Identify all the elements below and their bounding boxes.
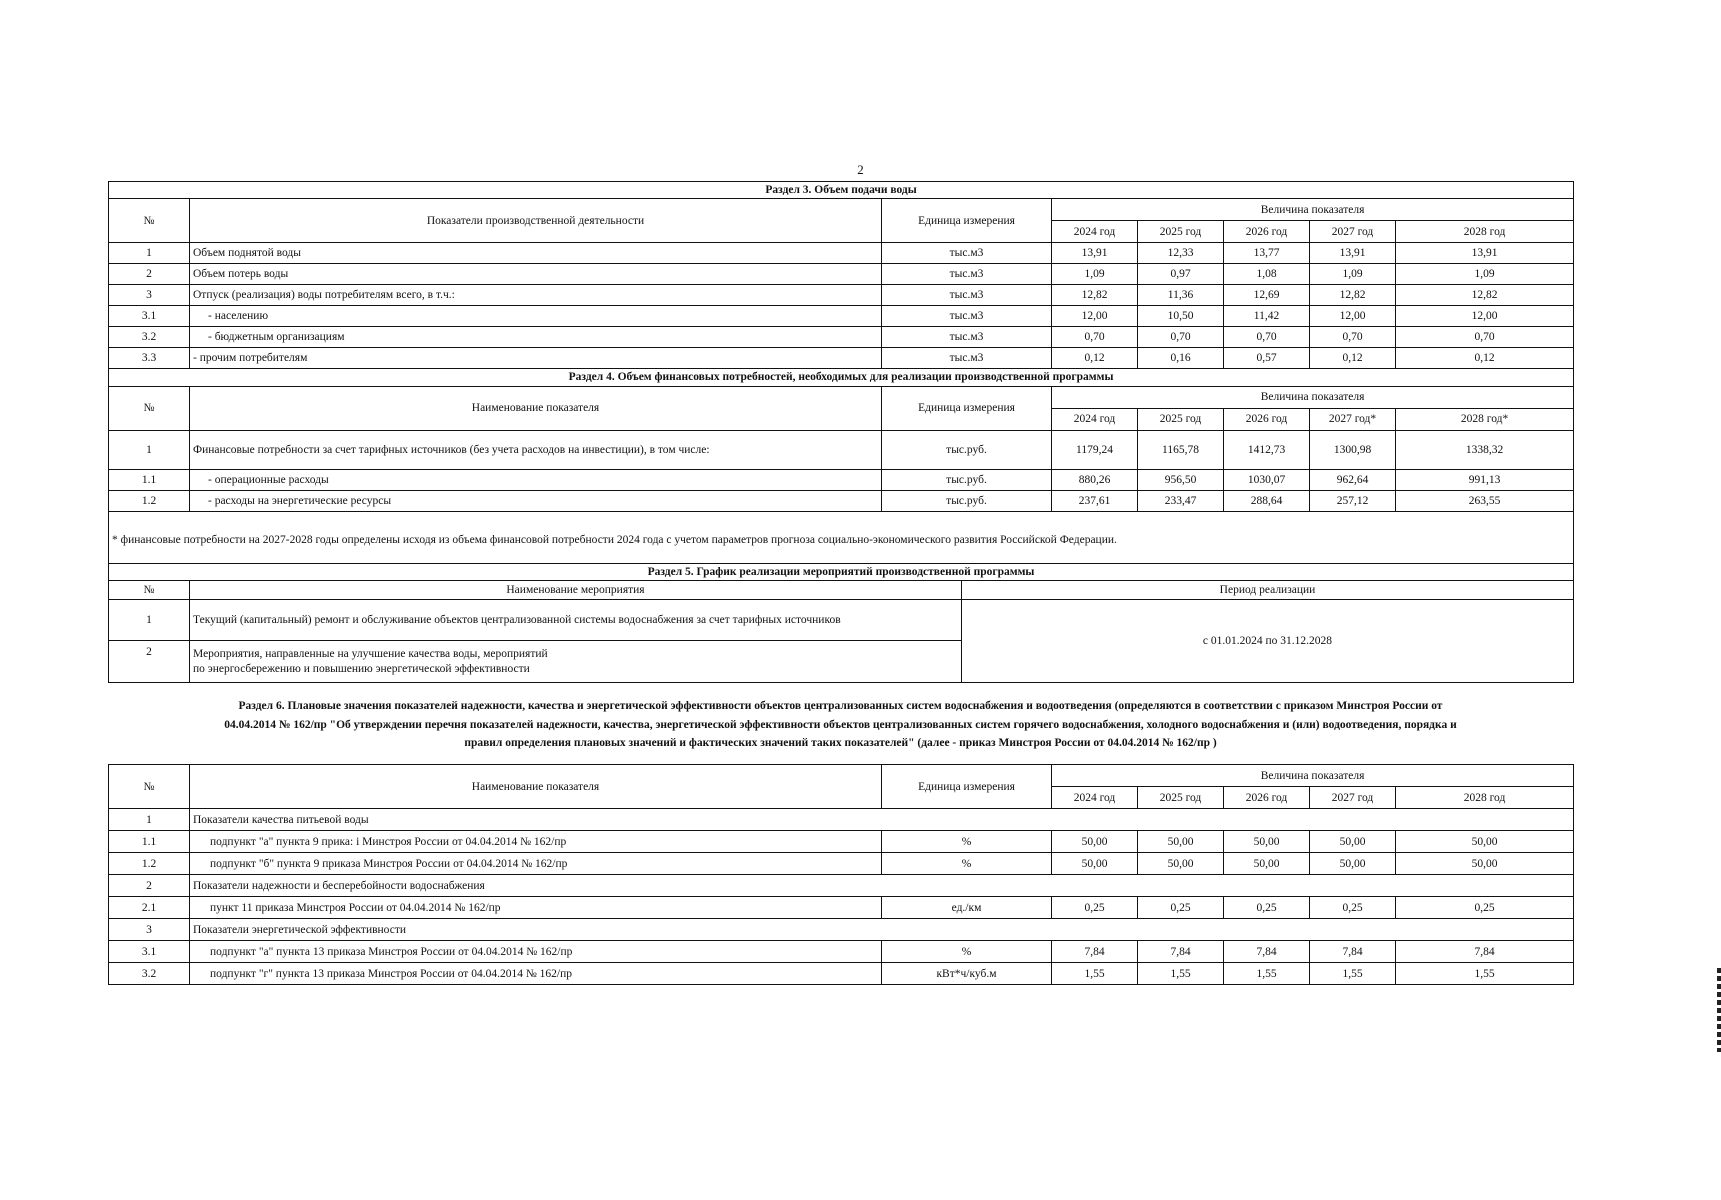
- row-name: [190, 641, 962, 683]
- value-cell: 0,70: [1310, 327, 1396, 348]
- value-cell: 1,55: [1396, 963, 1574, 985]
- col-header-unit: Единица измерения: [882, 199, 1052, 243]
- table-row: [109, 600, 1574, 641]
- value-cell: 7,84: [1310, 941, 1396, 963]
- row-no: 2.1: [109, 897, 190, 919]
- year-header: 2026 год: [1224, 787, 1310, 809]
- value-cell: 1412,73: [1224, 430, 1310, 469]
- row-unit: кВт*ч/куб.м: [882, 963, 1052, 985]
- section3-table: [108, 181, 1574, 563]
- value-cell: 1,08: [1224, 264, 1310, 285]
- row-no: 3: [109, 919, 190, 941]
- row-name: подпункт "б" пункта 9 приказа Минстроя России от 04.04.2014 № 162/пр: [190, 853, 882, 875]
- section6-intro-line: 04.04.2014 № 162/пр "Об утверждении перечня показателей надежности, качества, энергетической эффективности объектов централизованных систем горячего водоснабжения, холодного водоснабжения и (или) водоотведения, порядка и: [224, 718, 1457, 731]
- col-header-name: Наименование показателя: [190, 765, 882, 809]
- row-unit: тыс.м3: [882, 243, 1052, 264]
- value-cell: 12,33: [1138, 243, 1224, 264]
- row-no: 1.2: [109, 490, 190, 511]
- row-unit: тыс.руб.: [882, 430, 1052, 469]
- value-cell: 12,69: [1224, 285, 1310, 306]
- row-unit: %: [882, 853, 1052, 875]
- value-cell: 11,36: [1138, 285, 1224, 306]
- section4-title: Раздел 4. Объем финансовых потребностей, необходимых для реализации производственной программы: [109, 369, 1574, 386]
- table-row: [109, 264, 1574, 285]
- table-row: [109, 831, 1574, 853]
- year-header: 2027 год: [1310, 221, 1396, 243]
- col-header-no: №: [109, 765, 190, 809]
- value-cell: 13,91: [1052, 243, 1138, 264]
- section6-intro-line: правил определения плановых значений и фактических значений таких показателей" (далее - приказ Минстроя России от 04.04.2014 № 162/пр ): [464, 736, 1217, 749]
- section3-title: Раздел 3. Объем подачи воды: [109, 182, 1574, 199]
- value-cell: 0,70: [1224, 327, 1310, 348]
- value-cell: 7,84: [1138, 941, 1224, 963]
- group-name: Показатели надежности и бесперебойности водоснабжения: [190, 875, 1574, 897]
- value-cell: 0,57: [1224, 348, 1310, 369]
- row-no: 1: [109, 430, 190, 469]
- value-cell: 1338,32: [1396, 430, 1574, 469]
- value-cell: 991,13: [1396, 469, 1574, 490]
- value-cell: 0,25: [1138, 897, 1224, 919]
- row-name-line: Мероприятия, направленные на улучшение качества воды, мероприятий: [193, 648, 548, 661]
- row-unit: тыс.м3: [882, 348, 1052, 369]
- value-cell: 962,64: [1310, 469, 1396, 490]
- value-cell: 0,25: [1224, 897, 1310, 919]
- row-name: - бюджетным организациям: [190, 327, 882, 348]
- row-unit: тыс.м3: [882, 306, 1052, 327]
- value-cell: 1179,24: [1052, 430, 1138, 469]
- value-cell: 1300,98: [1310, 430, 1396, 469]
- value-cell: 237,61: [1052, 490, 1138, 511]
- row-no: 1.1: [109, 469, 190, 490]
- row-no: 3.2: [109, 963, 190, 985]
- table-row: [109, 243, 1574, 264]
- value-cell: 50,00: [1138, 831, 1224, 853]
- value-cell: 1,55: [1138, 963, 1224, 985]
- row-name: подпункт "г" пункта 13 приказа Минстроя России от 04.04.2014 № 162/пр: [190, 963, 882, 985]
- value-cell: 0,12: [1396, 348, 1574, 369]
- value-cell: 0,70: [1052, 327, 1138, 348]
- year-header: 2027 год: [1310, 787, 1396, 809]
- group-name: Показатели качества питьевой воды: [190, 809, 1574, 831]
- value-cell: 263,55: [1396, 490, 1574, 511]
- row-name: Объем потерь воды: [190, 264, 882, 285]
- value-cell: 50,00: [1396, 831, 1574, 853]
- value-cell: 50,00: [1310, 853, 1396, 875]
- row-no: 2: [109, 264, 190, 285]
- value-cell: 0,70: [1396, 327, 1574, 348]
- row-unit: ед./км: [882, 897, 1052, 919]
- value-cell: 0,12: [1310, 348, 1396, 369]
- row-no: 3: [109, 285, 190, 306]
- value-cell: 50,00: [1052, 853, 1138, 875]
- row-unit: тыс.м3: [882, 285, 1052, 306]
- value-cell: 880,26: [1052, 469, 1138, 490]
- value-cell: 0,25: [1310, 897, 1396, 919]
- col-header-name: Показатели производственной деятельности: [190, 199, 882, 243]
- year-header: 2028 год*: [1396, 408, 1574, 430]
- value-cell: 1165,78: [1138, 430, 1224, 469]
- value-cell: 1,09: [1396, 264, 1574, 285]
- row-no: 2: [109, 875, 190, 897]
- scan-edge-mark: [1717, 968, 1721, 1052]
- col-header-unit: Единица измерения: [882, 386, 1052, 430]
- value-cell: 257,12: [1310, 490, 1396, 511]
- value-cell: 50,00: [1224, 831, 1310, 853]
- value-cell: 1,55: [1310, 963, 1396, 985]
- row-no: 1.2: [109, 853, 190, 875]
- row-no: 1: [109, 243, 190, 264]
- value-cell: 10,50: [1138, 306, 1224, 327]
- col-header-value: Величина показателя: [1052, 765, 1574, 787]
- row-name: подпункт "а" пункта 13 приказа Минстроя России от 04.04.2014 № 162/пр: [190, 941, 882, 963]
- year-header: 2024 год: [1052, 221, 1138, 243]
- table-group-row: [109, 809, 1574, 831]
- table-group-row: [109, 875, 1574, 897]
- year-header: 2025 год: [1138, 408, 1224, 430]
- value-cell: 1,55: [1052, 963, 1138, 985]
- footnote: * финансовые потребности на 2027-2028 годы определены исходя из объема финансовой потребности 2024 года с учетом параметров прогноза социально-экономического развития Российской Федерации.: [109, 511, 1574, 563]
- value-cell: 50,00: [1396, 853, 1574, 875]
- value-cell: 0,16: [1138, 348, 1224, 369]
- value-cell: 1030,07: [1224, 469, 1310, 490]
- col-header-period: Период реализации: [962, 581, 1574, 600]
- row-name: - расходы на энергетические ресурсы: [190, 490, 882, 511]
- table-row: [109, 963, 1574, 985]
- table-row: [109, 897, 1574, 919]
- col-header-no: №: [109, 581, 190, 600]
- col-header-name: Наименование показателя: [190, 386, 882, 430]
- value-cell: 50,00: [1052, 831, 1138, 853]
- year-header: 2025 год: [1138, 787, 1224, 809]
- value-cell: 0,25: [1396, 897, 1574, 919]
- row-no: 1: [109, 809, 190, 831]
- value-cell: 12,00: [1310, 306, 1396, 327]
- value-cell: 13,77: [1224, 243, 1310, 264]
- row-name: - прочим потребителям: [190, 348, 882, 369]
- row-name: Финансовые потребности за счет тарифных источников (без учета расходов на инвестиции), в том числе:: [190, 430, 882, 469]
- value-cell: 50,00: [1224, 853, 1310, 875]
- row-no: 1: [109, 600, 190, 641]
- value-cell: 12,82: [1052, 285, 1138, 306]
- value-cell: 1,09: [1310, 264, 1396, 285]
- year-header: 2028 год: [1396, 787, 1574, 809]
- year-header: 2025 год: [1138, 221, 1224, 243]
- row-no: 3.2: [109, 327, 190, 348]
- year-header: 2026 год: [1224, 408, 1310, 430]
- year-header: 2026 год: [1224, 221, 1310, 243]
- value-cell: 0,70: [1138, 327, 1224, 348]
- row-name: Отпуск (реализация) воды потребителям всего, в т.ч.:: [190, 285, 882, 306]
- table-row: [109, 941, 1574, 963]
- row-no: 3.3: [109, 348, 190, 369]
- section6-intro-line: Раздел 6. Плановые значения показателей надежности, качества и энергетической эффективности объектов централизованных систем водоснабжения и водоотведения (определяются в соответствии с приказом Минстроя России от: [238, 700, 1443, 713]
- value-cell: 13,91: [1310, 243, 1396, 264]
- col-header-no: №: [109, 199, 190, 243]
- year-header: 2024 год: [1052, 408, 1138, 430]
- row-name-line: по энергосбережению и повышению энергетической эффективности: [193, 662, 530, 675]
- col-header-value: Величина показателя: [1052, 386, 1574, 408]
- section5-table: [108, 563, 1574, 683]
- table-row: [109, 327, 1574, 348]
- value-cell: 50,00: [1310, 831, 1396, 853]
- period-cell: с 01.01.2024 по 31.12.2028: [962, 600, 1574, 683]
- row-name: подпункт "а" пункта 9 прика: і Минстроя России от 04.04.2014 № 162/пр: [190, 831, 882, 853]
- row-unit: тыс.м3: [882, 327, 1052, 348]
- year-header: 2028 год: [1396, 221, 1574, 243]
- row-no: 3.1: [109, 306, 190, 327]
- section5-title: Раздел 5. График реализации мероприятий производственной программы: [109, 563, 1574, 580]
- table-group-row: [109, 919, 1574, 941]
- table-row: [109, 853, 1574, 875]
- row-unit: %: [882, 831, 1052, 853]
- col-header-no: №: [109, 386, 190, 430]
- row-name: пункт 11 приказа Минстроя России от 04.04.2014 № 162/пр: [190, 897, 882, 919]
- document-body: [108, 181, 1573, 985]
- col-header-value: Величина показателя: [1052, 199, 1574, 221]
- value-cell: 12,82: [1396, 285, 1574, 306]
- value-cell: 1,09: [1052, 264, 1138, 285]
- col-header-name: Наименование мероприятия: [190, 581, 962, 600]
- value-cell: 233,47: [1138, 490, 1224, 511]
- row-name: - населению: [190, 306, 882, 327]
- year-header: 2024 год: [1052, 787, 1138, 809]
- value-cell: 0,12: [1052, 348, 1138, 369]
- value-cell: 7,84: [1224, 941, 1310, 963]
- row-unit: %: [882, 941, 1052, 963]
- row-no: 3.1: [109, 941, 190, 963]
- group-name: Показатели энергетической эффективности: [190, 919, 1574, 941]
- value-cell: 0,97: [1138, 264, 1224, 285]
- table-row: [109, 490, 1574, 511]
- table-row: [109, 306, 1574, 327]
- table-row: [109, 469, 1574, 490]
- value-cell: 50,00: [1138, 853, 1224, 875]
- row-unit: тыс.руб.: [882, 469, 1052, 490]
- value-cell: 7,84: [1052, 941, 1138, 963]
- table-row: [109, 285, 1574, 306]
- row-no: 1.1: [109, 831, 190, 853]
- value-cell: 288,64: [1224, 490, 1310, 511]
- value-cell: 12,00: [1396, 306, 1574, 327]
- section6-table: [108, 764, 1574, 985]
- page-number: 2: [857, 162, 864, 177]
- value-cell: 12,82: [1310, 285, 1396, 306]
- row-name: Объем поднятой воды: [190, 243, 882, 264]
- year-header: 2027 год*: [1310, 408, 1396, 430]
- value-cell: 1,55: [1224, 963, 1310, 985]
- value-cell: 11,42: [1224, 306, 1310, 327]
- col-header-unit: Единица измерения: [882, 765, 1052, 809]
- value-cell: 13,91: [1396, 243, 1574, 264]
- row-name: Текущий (капитальный) ремонт и обслуживание объектов централизованной системы водоснабжения за счет тарифных источников: [190, 600, 962, 641]
- value-cell: 12,00: [1052, 306, 1138, 327]
- table-row: [109, 348, 1574, 369]
- value-cell: 7,84: [1396, 941, 1574, 963]
- table-row: [109, 430, 1574, 469]
- row-unit: тыс.руб.: [882, 490, 1052, 511]
- row-unit: тыс.м3: [882, 264, 1052, 285]
- row-no: 2: [109, 641, 190, 683]
- value-cell: 0,25: [1052, 897, 1138, 919]
- value-cell: 956,50: [1138, 469, 1224, 490]
- row-name: - операционные расходы: [190, 469, 882, 490]
- section6-intro: [108, 683, 1573, 764]
